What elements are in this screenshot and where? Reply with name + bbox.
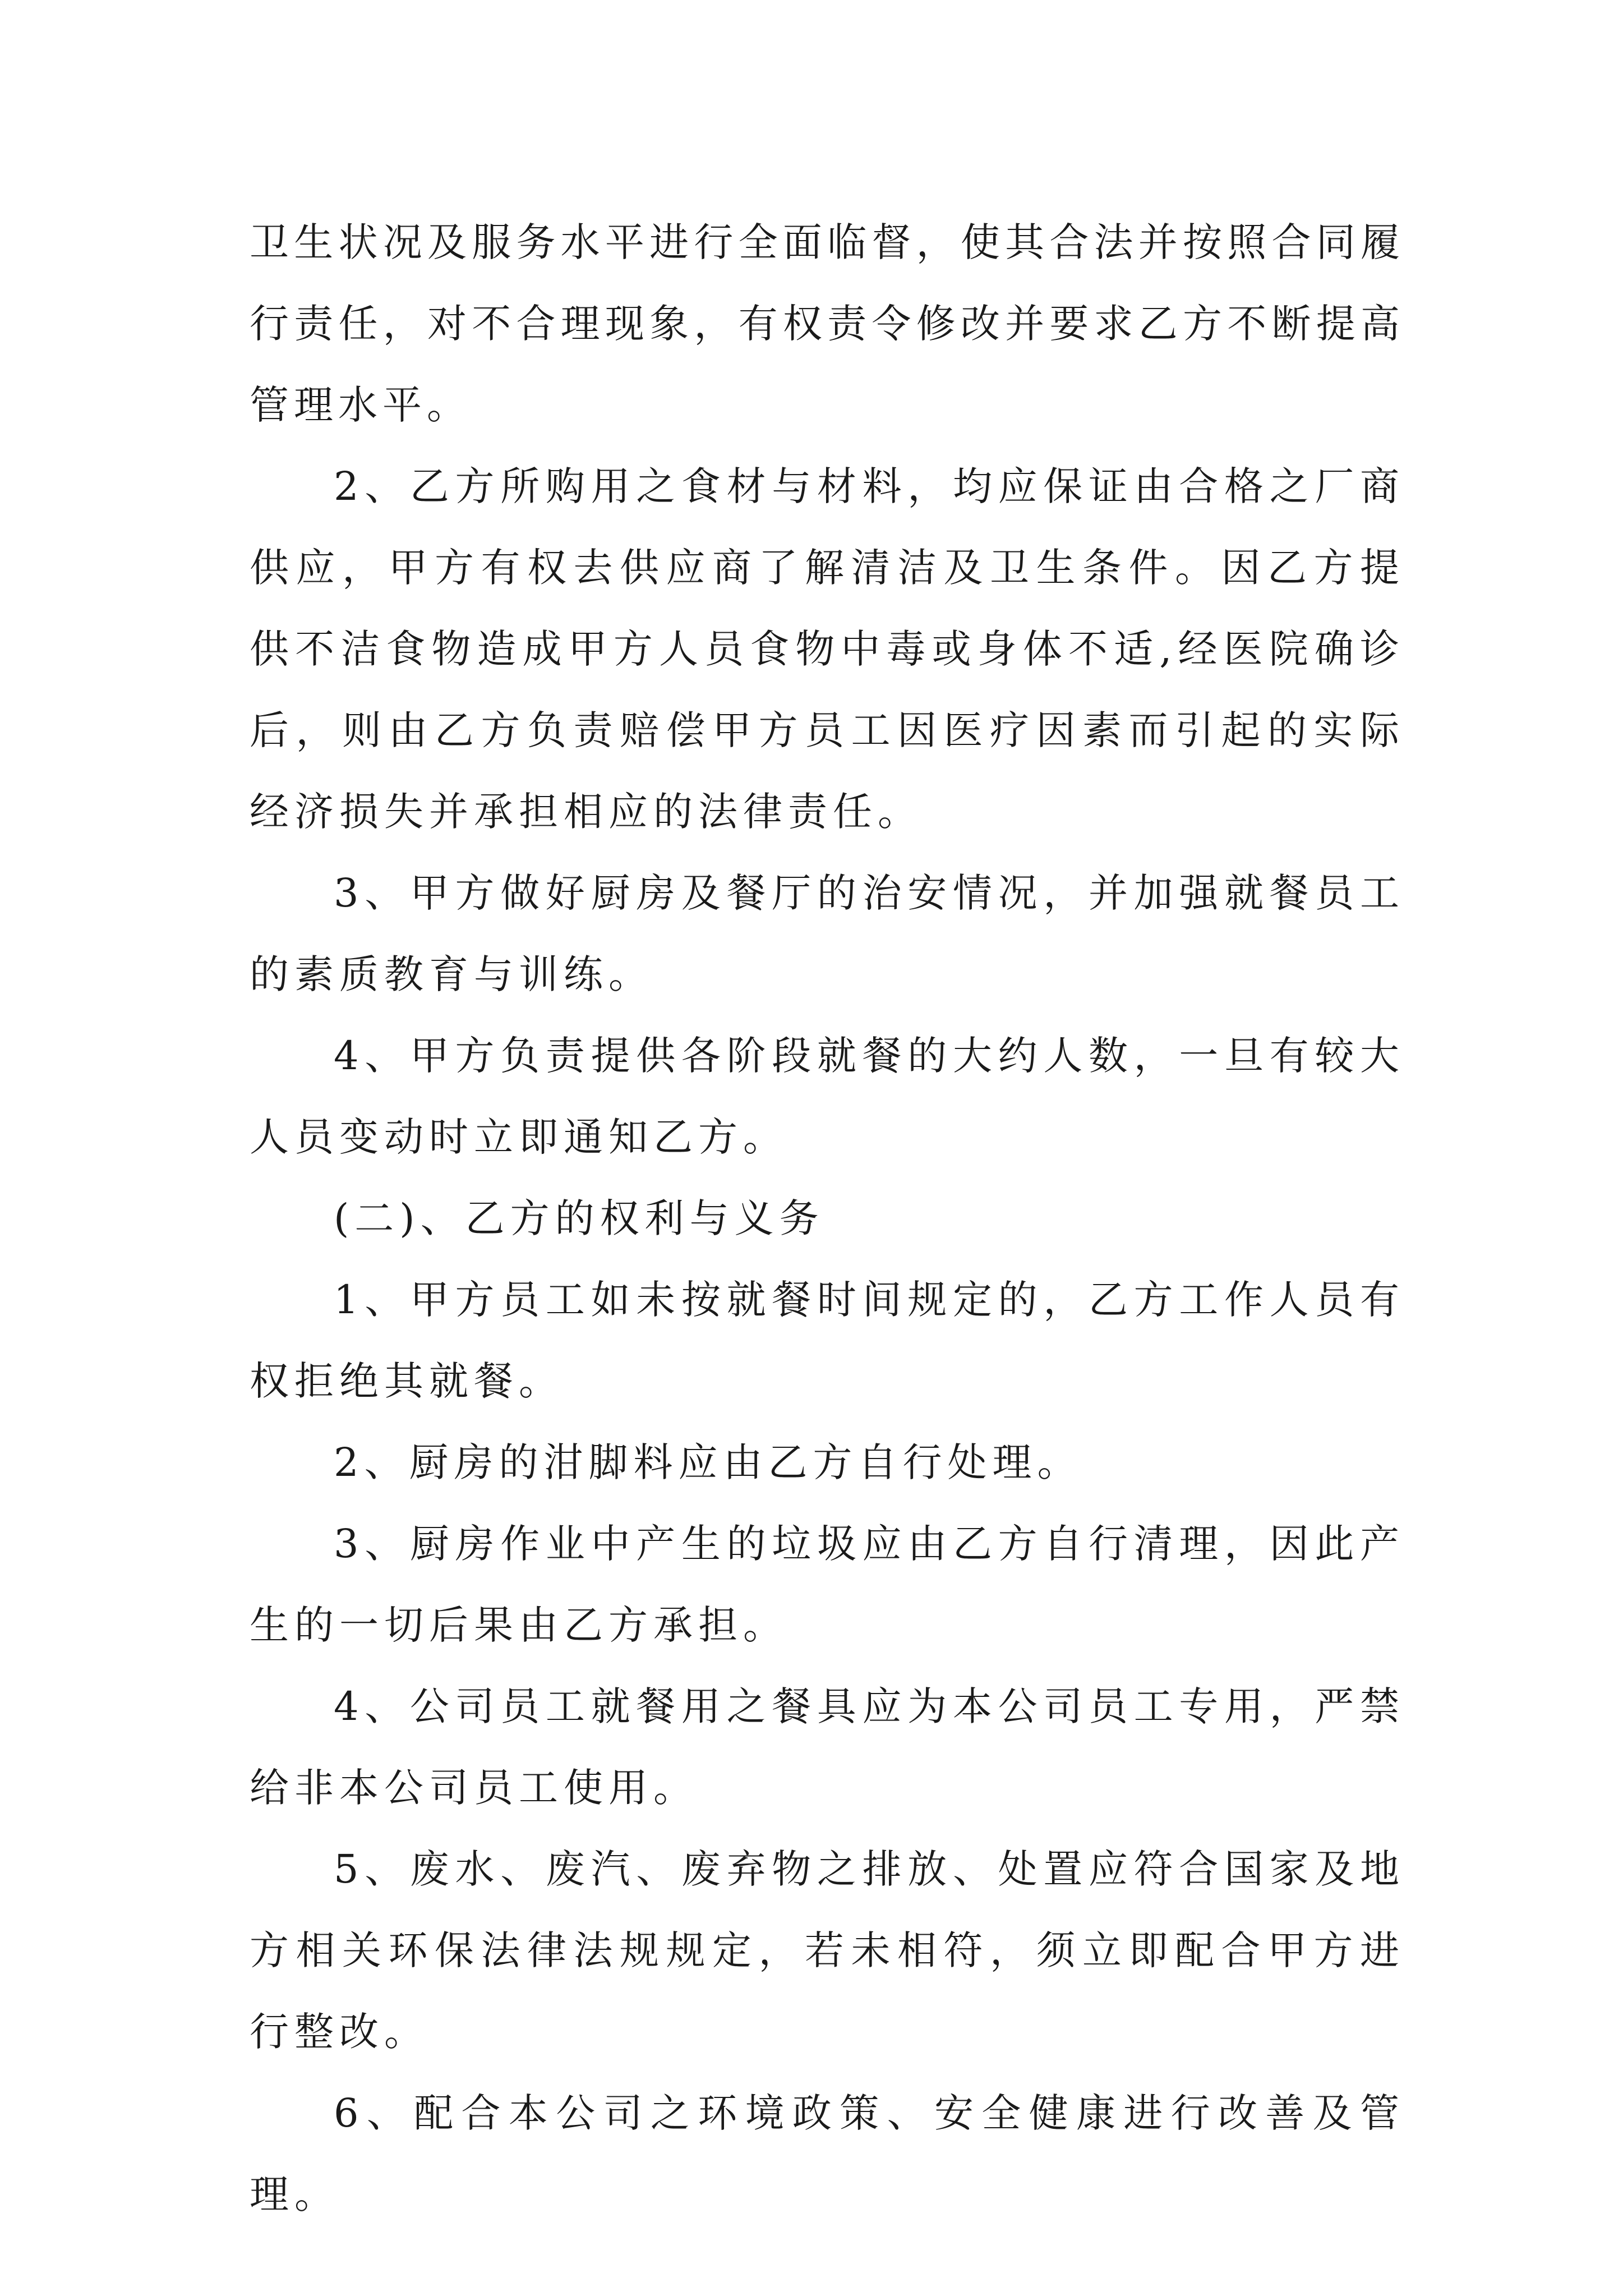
- paragraph-item-a2: 2、乙方所购用之食材与材料，均应保证由合格之厂商供应，甲方有权去供应商了解清洁及卫生条件。因乙方提供不洁食物造成甲方人员食物中毒或身体不适,经医院确诊后，则由乙方负责赔偿甲方员工因医疗因素而引起的实际经济损失并承担相应的法律责任。: [250, 463, 1405, 835]
- paragraph-item-b3: 3、厨房作业中产生的垃圾应由乙方自行清理，因此产生的一切后果由乙方承担。: [250, 1521, 1405, 1648]
- paragraph-item-a4: 4、甲方负责提供各阶段就餐的大约人数，一旦有较大人员变动时立即通知乙方。: [250, 1033, 1405, 1160]
- paragraph-item-b4: 4、公司员工就餐用之餐具应为本公司员工专用，严禁给非本公司员工使用。: [250, 1683, 1405, 1811]
- document-body: [250, 202, 1405, 2235]
- paragraph-item-b5: 5、废水、废汽、废弃物之排放、处置应符合国家及地方相关环保法律法规规定，若未相符，须立即配合甲方进行整改。: [250, 1846, 1405, 2055]
- section-heading-party-b: (二)、乙方的权利与义务: [334, 1195, 824, 1241]
- paragraph-item-b6: 6、配合本公司之环境政策、安全健康进行改善及管理。: [250, 2090, 1405, 2217]
- paragraph-continuation: 卫生状况及服务水平进行全面临督，使其合法并按照合同履行责任，对不合理现象，有权责令修改并要求乙方不断提高管理水平。: [250, 219, 1405, 428]
- paragraph-item-b2: 2、厨房的泔脚料应由乙方自行处理。: [334, 1439, 1082, 1485]
- paragraph-item-a3: 3、甲方做好厨房及餐厅的治安情况，并加强就餐员工的素质教育与训练。: [250, 870, 1405, 997]
- paragraph-item-b1: 1、甲方员工如未按就餐时间规定的，乙方工作人员有权拒绝其就餐。: [250, 1277, 1405, 1404]
